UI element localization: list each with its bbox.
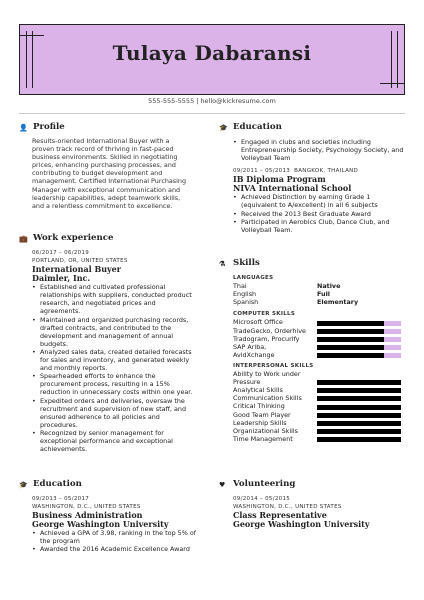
skill-name: Time Management bbox=[233, 434, 293, 443]
skill-row bbox=[233, 351, 405, 359]
skill-level-bar bbox=[317, 388, 401, 393]
list-item: • Achieved a GPA of 3.98, ranking in the top 5% of the program bbox=[32, 529, 197, 545]
header-banner bbox=[19, 24, 405, 95]
skill-row bbox=[233, 386, 405, 394]
edu-date: 09/2013 – 05/2017 bbox=[32, 496, 90, 502]
language-level: Elementary bbox=[317, 298, 359, 307]
language-row bbox=[233, 290, 405, 298]
heart-icon: ♥ bbox=[219, 479, 226, 489]
flask-icon: ⚗ bbox=[219, 258, 226, 268]
work-entry bbox=[32, 249, 197, 453]
work-company: Daimler, Inc. bbox=[32, 273, 91, 284]
vol-title: Class Representative bbox=[233, 510, 327, 521]
skill-row bbox=[233, 419, 405, 427]
email[interactable]: hello@kickresume.com bbox=[200, 97, 276, 105]
language-level: Full bbox=[317, 290, 330, 299]
skill-level-remainder bbox=[384, 329, 401, 334]
skill-name: Good Team Player bbox=[233, 410, 291, 419]
languages-list bbox=[233, 282, 405, 306]
profile-text: Results-oriented International Buyer with a proven track record of thriving in fast-paced business environments. Skilled in negotiating prices, enhancing purchasing processes, and contributing to budget development and management. Certified International Purchasing Manager with exceptional communication and leadership capabilities, adept teamwork skills, and a relentless commitment to excellence. bbox=[32, 137, 187, 210]
skill-row bbox=[233, 370, 405, 386]
skill-name: Analytical Skills bbox=[233, 386, 283, 395]
volunteering-entry bbox=[233, 495, 405, 529]
list-item: • Maintained and organized purchasing records, drafted contracts, and contributed to the development and management of annual budgets. bbox=[32, 316, 197, 348]
graduation-cap-icon: 🎓 bbox=[19, 479, 28, 489]
skill-name: TradeGecko, Orderhive bbox=[233, 326, 306, 335]
frame-line bbox=[20, 35, 44, 36]
list-item: • Received the 2013 Best Graduate Award bbox=[233, 210, 405, 218]
skill-level-bar bbox=[317, 413, 401, 418]
divider bbox=[19, 113, 405, 114]
person-icon: 👤 bbox=[19, 122, 28, 132]
vol-location: WASHINGTON, D.C., UNITED STATES bbox=[233, 504, 342, 511]
skill-name: Tradogram, Procurify bbox=[233, 334, 300, 343]
work-date: 06/2017 – 06/2019 bbox=[32, 250, 90, 256]
profile-heading: 👤 Profile bbox=[19, 122, 65, 132]
language-row bbox=[233, 282, 405, 290]
education-heading-right: 🎓 Education bbox=[219, 122, 282, 132]
list-item: • Spearheaded efforts to enhance the procurement process, resulting in a 15% reduction in unnecessary costs within one year. bbox=[32, 372, 197, 396]
skill-level-bar bbox=[317, 421, 401, 426]
edu-date: 09/2011 – 05/2013 bbox=[233, 168, 291, 175]
language-name: Thai bbox=[233, 282, 247, 291]
work-location: PORTLAND, OR, UNITED STATES bbox=[32, 258, 128, 265]
education-entry-left bbox=[32, 495, 197, 553]
skill-level-remainder bbox=[384, 353, 401, 358]
skill-row bbox=[233, 394, 405, 402]
skill-row bbox=[233, 343, 405, 351]
skill-level-bar bbox=[317, 396, 401, 401]
skill-level-bar bbox=[317, 321, 401, 326]
skill-row bbox=[233, 411, 405, 419]
skill-level-remainder bbox=[384, 337, 401, 342]
interpersonal-label: INTERPERSONAL SKILLS bbox=[233, 362, 314, 369]
languages-label: LANGUAGES bbox=[233, 275, 274, 281]
language-name: English bbox=[233, 290, 257, 299]
skill-level-bar bbox=[317, 380, 401, 385]
education-entry-right bbox=[233, 138, 405, 234]
language-name: Spanish bbox=[233, 298, 259, 307]
list-item: • Recognized by senior management for exceptional performance and exceptional achievements. bbox=[32, 429, 197, 453]
skill-name: Organizational Skills bbox=[233, 426, 298, 435]
graduation-cap-icon: 🎓 bbox=[219, 122, 228, 132]
computer-label: COMPUTER SKILLS bbox=[233, 311, 296, 318]
list-item: • Awarded the 2016 Academic Excellence Award bbox=[32, 545, 197, 553]
skill-name: AvidXchange bbox=[233, 350, 275, 359]
computer-list bbox=[233, 318, 405, 358]
contact-line: 555-555-5555 | hello@kickresume.com bbox=[148, 97, 276, 105]
edu-school: NIVA International School bbox=[233, 183, 352, 194]
skill-name: Communication Skills bbox=[233, 394, 302, 403]
skill-row bbox=[233, 402, 405, 410]
work-bullets bbox=[32, 283, 197, 453]
skill-row bbox=[233, 427, 405, 435]
work-heading: 💼 Work experience bbox=[19, 233, 114, 243]
skill-level-bar bbox=[317, 437, 401, 442]
skills-heading: ⚗ Skills bbox=[219, 258, 260, 268]
skill-name: Critical Thinking bbox=[233, 402, 285, 411]
education-heading-left: 🎓 Education bbox=[19, 479, 82, 489]
edu-title: IB Diploma Program bbox=[233, 174, 326, 185]
skill-name: SAP Ariba, bbox=[233, 342, 267, 351]
skill-name: Ability to Work under Pressure bbox=[233, 370, 301, 387]
interpersonal-list bbox=[233, 370, 405, 443]
language-row bbox=[233, 298, 405, 306]
list-item: • Expedited orders and deliveries, oversaw the recruitment and supervision of new staff, and ensured adherence to all policies and procedures. bbox=[32, 397, 197, 429]
skill-level-remainder bbox=[384, 321, 401, 326]
skill-level-bar bbox=[317, 429, 401, 434]
edu-location: BANGKOK, THAILAND bbox=[294, 168, 359, 175]
skill-level-bar bbox=[317, 329, 401, 334]
skill-row bbox=[233, 435, 405, 443]
vol-date: 09/2014 – 05/2015 bbox=[233, 496, 291, 502]
skill-row bbox=[233, 335, 405, 343]
list-item: • Engaged in clubs and societies including Entrepreneurship Society, Psychology Society, and Volleyball Team bbox=[233, 138, 405, 162]
language-level: Native bbox=[317, 282, 341, 291]
edu-location: WASHINGTON, D.C., UNITED STATES bbox=[32, 504, 141, 511]
phone[interactable]: 555-555-5555 bbox=[148, 97, 195, 105]
skill-row bbox=[233, 318, 405, 326]
list-item: • Participated in Aerobics Club, Dance Club, and Volleyball Team. bbox=[233, 218, 405, 234]
vol-org: George Washington University bbox=[233, 519, 370, 530]
edu-title: Business Administration bbox=[32, 510, 143, 521]
list-item: • Established and cultivated professional relationships with suppliers, conducted product research, and negotiated prices and agreements. bbox=[32, 283, 197, 315]
skill-level-bar bbox=[317, 353, 401, 358]
skill-row bbox=[233, 327, 405, 335]
skill-name: Microsoft Office bbox=[233, 318, 283, 327]
skill-level-bar bbox=[317, 337, 401, 342]
skill-level-bar bbox=[317, 405, 401, 410]
list-item: • Achieved Distinction by earning Grade 1 (equivalent to A/excellent) in all 6 subjects bbox=[233, 193, 405, 209]
candidate-name: Tulaya Dabaransi bbox=[112, 41, 312, 65]
work-title: International Buyer bbox=[32, 264, 121, 275]
volunteering-heading: ♥ Volunteering bbox=[219, 479, 296, 489]
skill-name: Leadership Skills bbox=[233, 418, 287, 427]
skills-block bbox=[233, 274, 405, 443]
edu-school: George Washington University bbox=[32, 519, 169, 530]
briefcase-icon: 💼 bbox=[19, 233, 28, 243]
skill-level-bar bbox=[317, 345, 401, 350]
frame-line bbox=[380, 83, 404, 84]
skill-level-remainder bbox=[384, 345, 401, 350]
list-item: • Analyzed sales data, created detailed forecasts for sales and inventory, and generated weekly and monthly reports. bbox=[32, 348, 197, 372]
